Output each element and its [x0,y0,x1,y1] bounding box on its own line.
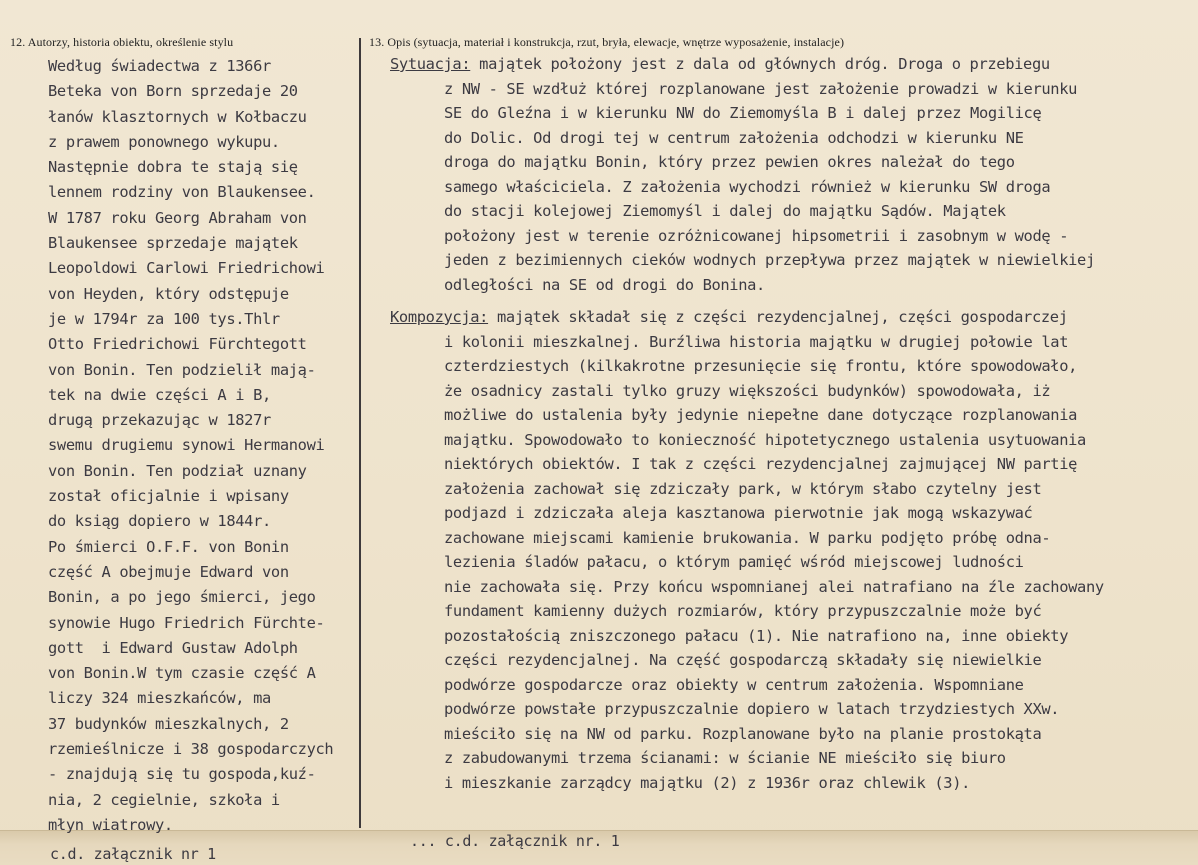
kompozycja-text-line: pozostałością zniszczonego pałacu (1). Nie natrafiono na, inne obiekty [444,626,1069,645]
sytuacja-text-line: samego właściciela. Z założenia wychodzi również w kierunku SW droga [444,177,1051,196]
description-text-column [390,52,1190,795]
kompozycja-text-line: części rezydencjalnej. Na część gospodarczą składały się niewielkie [444,651,1042,669]
kompozycja-text-line: z zabudowanymi trzema ścianami: w ścianie NE mieściło się biuro [444,749,1006,767]
kompozycja-text-line: podwórze gospodarcze oraz obiekty w centrum założenia. Wspomniane [444,675,1024,694]
history-text-line: von Bonin.W tym czasie część A [48,664,316,683]
sytuacja-text-line: SE do Gleźna i w kierunku NW do Ziemomyśla B i dalej przez Mogilicę [444,104,1042,122]
history-text-line: nia, 2 cegielnie, szkoła i [48,790,280,809]
history-text-line: Bonin, a po jego śmierci, jego [48,588,316,607]
history-text-line: von Heyden, który odstępuje [48,284,289,303]
history-text-line: z prawem ponownego wykupu. [48,132,280,151]
section-12-header: 12. Autorzy, historia obiektu, określenie stylu [10,35,234,49]
kompozycja-first-text: majątek składał się z części rezydencjalnej, części gospodarczej [488,308,1068,326]
kompozycja-text-line: podjazd i zdziczała aleja kasztanowa pierwotnie jak mogą wskazywać [444,504,1033,522]
sytuacja-first-line [390,52,1190,77]
history-text-line: Beteka von Born sprzedaje 20 [48,82,298,101]
history-text-line: lennem rodziny von Blaukensee. [48,183,316,202]
history-text-line: został oficjalnie i wpisany [48,487,289,506]
sytuacja-first-text: majątek położony jest z dala od głównych dróg. Droga o przebiegu [470,55,1050,73]
sytuacja-text-line: do stacji kolejowej Ziemomyśl i dalej do majątku Sądów. Majątek [444,202,1006,220]
history-text-line: swemu drugiemu synowi Hermanowi [48,436,325,455]
kompozycja-text-line: fundament kamienny dużych rozmiarów, który przypuszczalnie może być [444,602,1042,620]
history-text-line: część A obejmuje Edward von [48,562,289,581]
kompozycja-text-line: mieściło się na NW od parku. Rozplanowane było na planie prostokąta [444,724,1042,743]
history-text-line: gott i Edward Gustaw Adolph [48,638,298,657]
sytuacja-text-line: z NW - SE wzdłuż której rozplanowane jest założenie prowadzi w kierunku [444,79,1078,98]
history-text-line: Leopoldowi Carlowi Friedrichowi [48,259,325,278]
history-text-line: młyn wiatrowy. [48,815,173,834]
history-text-column [48,54,368,838]
kompozycja-text-line: majątku. Spowodowało to konieczność hipotetycznego ustalenia usytuowania [444,430,1086,449]
kompozycja-text-line: lezienia śladów pałacu, o którym pamięć wśród miejscowej ludności [444,553,1024,571]
history-text-line: Według świadectwa z 1366r [48,57,271,75]
sytuacja-label: Sytuacja: [390,55,471,73]
kompozycja-text-line: nie zachowała się. Przy końcu wspomnianej alei natrafiano na źle zachowany [444,577,1104,596]
history-text-line: 37 budynków mieszkalnych, 2 [48,714,289,733]
history-text-line: liczy 324 mieszkańców, ma [48,689,271,708]
kompozycja-text-line: założenia zachował się zdziczały park, w którym słabo czytelny jest [444,479,1042,498]
sytuacja-paragraph [390,77,1190,298]
right-footer-note: ... c.d. załącznik nr. 1 [410,832,620,850]
history-text-line: - znajdują się tu gospoda,kuź- [48,765,316,784]
history-text-line: tek na dwie części A i B, [48,385,271,404]
kompozycja-paragraph [390,330,1190,796]
history-text-line: rzemieślnicze i 38 gospodarczych [48,740,334,759]
history-text-line: Otto Friedrichowi Fürchtegott [48,335,307,354]
kompozycja-text-line: możliwe do ustalenia były jedynie niepełne dane dotyczące rozplanowania [444,406,1078,424]
history-text-line: drugą przekazując w 1827r [48,411,271,430]
kompozycja-text-line: zachowane miejscami kamienie brukowania. W parku podjęto próbę odna- [444,528,1051,547]
kompozycja-first-line [390,305,1190,330]
history-text-line: synowie Hugo Friedrich Fürchte- [48,613,325,632]
left-footer-note: c.d. załącznik nr 1 [50,845,216,863]
kompozycja-text-line: i kolonii mieszkalnej. Burźliwa historia majątku w drugiej połowie lat [444,332,1069,351]
section-13-header: 13. Opis (sytuacja, materiał i konstrukcja, rzut, bryła, elewacje, wnętrze wyposażenie, instalacje) [369,35,845,49]
kompozycja-text-line: niektórych obiektów. I tak z części rezydencjalnej zajmującej NW partię [444,455,1078,473]
sytuacja-text-line: położony jest w terenie ozróżnicowanej hipsometrii i zasobnym w wodę - [444,226,1069,245]
history-text-line: łanów klasztornych w Kołbaczu [48,107,307,126]
kompozycja-label: Kompozycja: [390,308,489,326]
history-text-line: von Bonin. Ten podział uznany [48,461,307,480]
sytuacja-text-line: odległości na SE od drogi do Bonina. [444,275,765,294]
history-text-line: Blaukensee sprzedaje majątek [48,234,298,253]
history-text-line: von Bonin. Ten podzielił mają- [48,360,316,379]
history-text-line: Po śmierci O.F.F. von Bonin [48,537,289,556]
history-text-line: W 1787 roku Georg Abraham von [48,208,307,227]
sytuacja-text-line: jeden z bezimiennych cieków wodnych przepływa przez majątek w niewielkiej [444,251,1095,269]
sytuacja-text-line: droga do majątku Bonin, który przez pewien okres należał do tego [444,153,1015,171]
history-text-line: Następnie dobra te stają się [48,158,298,177]
history-text-line: je w 1794r za 100 tys.Thlr [48,309,280,328]
kompozycja-text-line: podwórze powstałe przypuszczalnie dopiero w latach trzydziestych XXw. [444,700,1060,718]
kompozycja-text-line: i mieszkanie zarządcy majątku (2) z 1936r oraz chlewik (3). [444,773,971,792]
sytuacja-text-line: do Dolic. Od drogi tej w centrum założenia odchodzi w kierunku NE [444,128,1024,147]
history-text-line: do ksiąg dopiero w 1844r. [48,512,271,531]
kompozycja-text-line: że osadnicy zastali tylko gruzy większości budynków) spowodowała, iż [444,381,1051,400]
kompozycja-text-line: czterdziestych (kilkakrotne przesunięcie się frontu, które spowodowało, [444,357,1078,375]
